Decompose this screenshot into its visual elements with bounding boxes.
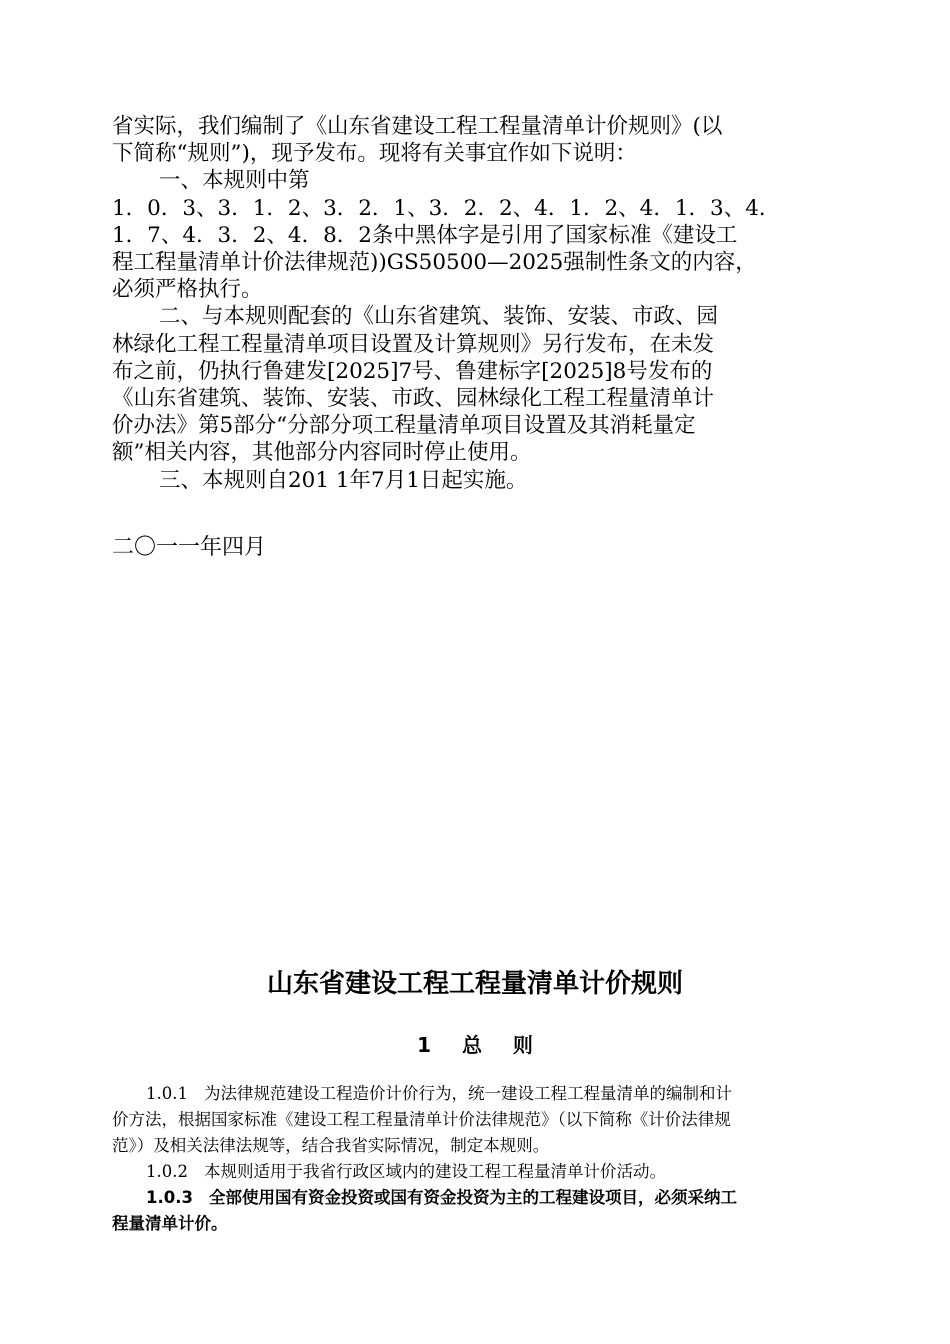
clause-number: 1.0.1 bbox=[146, 1084, 188, 1103]
clause-1-0-2 bbox=[112, 1159, 842, 1185]
section-heading: 1 总 则 bbox=[417, 1033, 533, 1057]
item-1-line: 必须严格执行。 bbox=[112, 277, 263, 303]
clauses-section bbox=[112, 1081, 842, 1237]
item-1-line: 程工程量清单计价法律规范))GS50500—2025强制性条文的内容， bbox=[112, 250, 757, 276]
clause-text: 本规则适用于我省行政区域内的建设工程工程量清单计价活动。 bbox=[203, 1162, 666, 1181]
preface-text bbox=[112, 113, 832, 494]
clause-1-0-1-cont: 范》）及相关法律法规等，结合我省实际情况，制定本规则。 bbox=[112, 1136, 550, 1155]
issue-date: 二〇一一年四月 bbox=[112, 535, 267, 560]
clause-number: 1.0.2 bbox=[146, 1162, 188, 1181]
item-1-line: 1．7、4．3．2、4．8．2条中黑体字是引用了国家标准《建设工 bbox=[112, 222, 738, 248]
item-2-line: 额”相关内容，其他部分内容同时停止使用。 bbox=[112, 440, 532, 466]
preface-line: 省实际，我们编制了《山东省建设工程工程量清单计价规则》(以 bbox=[112, 114, 723, 139]
clause-1-0-3 bbox=[112, 1185, 842, 1211]
item-2-line: 《山东省建筑、装饰、安装、市政、园林绿化工程工程量清单计 bbox=[112, 386, 715, 412]
preface-line: 下简称“规则”)，现予发布。现将有关事宜作如下说明： bbox=[112, 141, 637, 167]
item-2-line: 布之前，仍执行鲁建发[2025]7号、鲁建标字[2025]8号发布的 bbox=[112, 358, 713, 384]
item-2-line: 二、与本规则配套的《山东省建筑、装饰、安装、市政、园 bbox=[159, 304, 719, 330]
clause-1-0-1 bbox=[112, 1081, 842, 1107]
item-2-line: 价办法》第5部分“分部分项工程量清单项目设置及其消耗量定 bbox=[112, 413, 696, 439]
clause-text: 全部使用国有资金投资或国有资金投资为主的工程建设项目，必须采纳工 bbox=[208, 1188, 737, 1207]
item-1-heading: 一、本规则中第 bbox=[159, 168, 310, 194]
clause-text: 为法律规范建设工程造价计价行为，统一建设工程工程量清单的编制和计 bbox=[203, 1084, 732, 1103]
clause-1-0-1-cont: 价方法，根据国家标准《建设工程工程量清单计价法律规范》（以下简称《计价法律规 bbox=[112, 1110, 731, 1129]
item-1-line: 1．0．3、3．1．2、3．2．1、3．2．2、4．1．2、4．1．3、4． bbox=[112, 195, 781, 221]
clause-1-0-3-cont: 程量清单计价。 bbox=[112, 1214, 228, 1233]
clause-number: 1.0.3 bbox=[146, 1188, 193, 1207]
document-title: 山东省建设工程工程量清单计价规则 bbox=[266, 969, 683, 999]
item-2-line: 林绿化工程工程量清单项目设置及计算规则》另行发布，在未发 bbox=[112, 331, 715, 357]
item-3: 三、本规则自201 1年7月1日起实施。 bbox=[159, 467, 528, 493]
